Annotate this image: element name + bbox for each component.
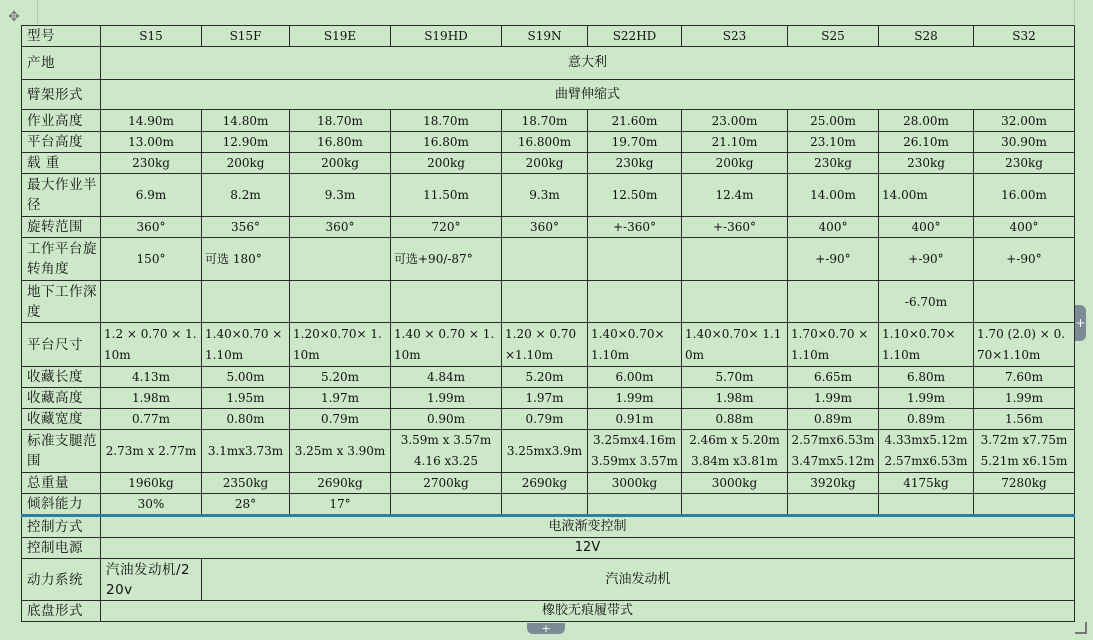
spec-table: [21, 25, 1075, 622]
cell-value: 3.72m x7.75m 5.21m x6.15m: [974, 430, 1075, 473]
cell-value: 21.10m: [682, 132, 788, 153]
cell-value: [588, 238, 682, 281]
cell-value: 360°: [290, 217, 391, 238]
row-label: 底盘形式: [22, 601, 101, 622]
cell-value: [588, 494, 682, 516]
table-row-platform-size: [22, 323, 1075, 367]
table-row-max-radius: [22, 174, 1075, 217]
cell-value: 230kg: [788, 153, 879, 174]
cell-value: 400°: [974, 217, 1075, 238]
cell-value: [788, 494, 879, 516]
cell-value: 1.70 (2.0) × 0.70×1.10m: [974, 323, 1075, 367]
cell-value: [101, 281, 202, 323]
cell-value: 2350kg: [202, 473, 290, 494]
cell-value: 9.3m: [290, 174, 391, 217]
table-row-stow-width: [22, 409, 1075, 430]
move-arrows-icon[interactable]: ✥: [8, 9, 20, 25]
cell-value: 可选+90/-87°: [391, 238, 502, 281]
cell-value: 200kg: [202, 153, 290, 174]
spanned-value: 电液渐变控制: [101, 516, 1075, 538]
row-label: 倾斜能力: [22, 494, 101, 516]
cell-value: 2690kg: [290, 473, 391, 494]
cell-value: 6.80m: [879, 367, 974, 388]
table-row-load: [22, 153, 1075, 174]
model-header: S28: [879, 26, 974, 47]
spanned-value: 曲臂伸缩式: [101, 80, 1075, 110]
cell-value: 4.84m: [391, 367, 502, 388]
model-header: S15: [101, 26, 202, 47]
cell-value: 17°: [290, 494, 391, 516]
cell-value: 16.80m: [391, 132, 502, 153]
cell-value: 0.80m: [202, 409, 290, 430]
cell-value: 16.80m: [290, 132, 391, 153]
row-label: 总重量: [22, 473, 101, 494]
cell-value: 1.97m: [290, 388, 391, 409]
cell-value: 可选 180°: [202, 238, 290, 281]
row-label: 工作平台旋转角度: [22, 238, 101, 281]
cell-value: 150°: [101, 238, 202, 281]
cell-value: 25.00m: [788, 110, 879, 132]
cell-value: 26.10m: [879, 132, 974, 153]
cell-value: +-360°: [682, 217, 788, 238]
row-label: 收藏高度: [22, 388, 101, 409]
cell-value: 7.60m: [974, 367, 1075, 388]
cell-value: 30%: [101, 494, 202, 516]
cell-value: 2.73m x 2.77m: [101, 430, 202, 473]
cell-value: 12.50m: [588, 174, 682, 217]
cell-value: 360°: [101, 217, 202, 238]
table-row-control: [22, 516, 1075, 538]
cell-value: 32.00m: [974, 110, 1075, 132]
row-label: 旋转范围: [22, 217, 101, 238]
cell-value: 1.40×0.70× 1.10m: [588, 323, 682, 367]
table-row-stow-length: [22, 367, 1075, 388]
row-label: 产地: [22, 47, 101, 80]
cell-value: 16.00m: [974, 174, 1075, 217]
cell-value: 2690kg: [502, 473, 588, 494]
cell-value: 1.56m: [974, 409, 1075, 430]
cell-value: 230kg: [101, 153, 202, 174]
cell-value: 9.3m: [502, 174, 588, 217]
row-label: 地下工作深度: [22, 281, 101, 323]
cell-value: 3.1mx3.73m: [202, 430, 290, 473]
cell-value: 1.2 × 0.70 × 1.10m: [101, 323, 202, 367]
cell-value: 6.9m: [101, 174, 202, 217]
cell-value: [502, 238, 588, 281]
cell-value: 1.97m: [502, 388, 588, 409]
table-row-underground: [22, 281, 1075, 323]
cell-value: 400°: [788, 217, 879, 238]
cell-value: 0.89m: [879, 409, 974, 430]
row-label: 载 重: [22, 153, 101, 174]
cell-value: 0.88m: [682, 409, 788, 430]
cell-value: 汽油发动机/220v: [101, 559, 202, 601]
row-label: 型号: [22, 26, 101, 47]
cell-value: 1.99m: [788, 388, 879, 409]
spanned-value: 12V: [101, 538, 1075, 559]
cell-value: +-90°: [788, 238, 879, 281]
cell-value: 1.10×0.70× 1.10m: [879, 323, 974, 367]
cell-value: 5.20m: [290, 367, 391, 388]
table-row-tilt: [22, 494, 1075, 516]
margin-corner-mark: [37, 0, 38, 24]
table-row-origin: [22, 47, 1075, 80]
cell-value: 28.00m: [879, 110, 974, 132]
model-header: S32: [974, 26, 1075, 47]
cell-value: 1.98m: [101, 388, 202, 409]
model-header: S19HD: [391, 26, 502, 47]
cell-value: 1.95m: [202, 388, 290, 409]
model-header: S23: [682, 26, 788, 47]
margin-corner-mark: [1074, 0, 1075, 24]
cell-value: [502, 494, 588, 516]
cell-value: [974, 494, 1075, 516]
cell-value: 14.00m: [788, 174, 879, 217]
cell-value: [788, 281, 879, 323]
table-row-platform-rotation: [22, 238, 1075, 281]
cell-value: 720°: [391, 217, 502, 238]
cell-value: 1.40×0.70 ×1.10m: [202, 323, 290, 367]
row-label: 作业高度: [22, 110, 101, 132]
cell-value: [879, 494, 974, 516]
cell-value: 21.60m: [588, 110, 682, 132]
cell-value: 0.77m: [101, 409, 202, 430]
cell-value: 23.10m: [788, 132, 879, 153]
row-label: 平台尺寸: [22, 323, 101, 367]
cell-value: 1.98m: [682, 388, 788, 409]
cell-value: +-90°: [879, 238, 974, 281]
cell-value: -6.70m: [879, 281, 974, 323]
add-column-plus-icon[interactable]: +: [1075, 305, 1086, 341]
cell-value: 0.89m: [788, 409, 879, 430]
cell-value: 16.800m: [502, 132, 588, 153]
cell-value: 356°: [202, 217, 290, 238]
cell-value: 0.79m: [502, 409, 588, 430]
cell-value: 14.80m: [202, 110, 290, 132]
cell-value: 0.91m: [588, 409, 682, 430]
cell-value: 3920kg: [788, 473, 879, 494]
table-row-rotation: [22, 217, 1075, 238]
cell-value: [391, 281, 502, 323]
cell-value: 3000kg: [588, 473, 682, 494]
cell-value: [202, 281, 290, 323]
cell-value: 2700kg: [391, 473, 502, 494]
row-label: 收藏长度: [22, 367, 101, 388]
cell-value: 13.00m: [101, 132, 202, 153]
cell-value: 6.00m: [588, 367, 682, 388]
cell-value: 4175kg: [879, 473, 974, 494]
row-label: 最大作业半径: [22, 174, 101, 217]
cell-value: 0.79m: [290, 409, 391, 430]
cell-value: [391, 494, 502, 516]
cell-value: 30.90m: [974, 132, 1075, 153]
cell-value: [682, 494, 788, 516]
cell-value: 1.70×0.70 ×1.10m: [788, 323, 879, 367]
cell-value: 3.25mx4.16m 3.59mx 3.57m: [588, 430, 682, 473]
row-label: 臂架形式: [22, 80, 101, 110]
cell-value: +-90°: [974, 238, 1075, 281]
cell-value: 12.90m: [202, 132, 290, 153]
cell-value: 1960kg: [101, 473, 202, 494]
model-header: S19E: [290, 26, 391, 47]
cell-value: 1.20×0.70× 1.10m: [290, 323, 391, 367]
cell-value: 230kg: [588, 153, 682, 174]
table-row-power-supply: [22, 538, 1075, 559]
table-row-outrigger: [22, 430, 1075, 473]
cell-value: [588, 281, 682, 323]
cell-value: 1.20 × 0.70 ×1.10m: [502, 323, 588, 367]
model-header: S22HD: [588, 26, 682, 47]
table-row-power-system: [22, 559, 1075, 601]
spanned-value: 意大利: [101, 47, 1075, 80]
cell-value: 230kg: [879, 153, 974, 174]
table-row-platform-height: [22, 132, 1075, 153]
cell-value: 1.99m: [879, 388, 974, 409]
cell-value: 1.99m: [391, 388, 502, 409]
cell-value: 19.70m: [588, 132, 682, 153]
cell-value: 200kg: [290, 153, 391, 174]
cell-value: 4.33mx5.12m 2.57mx6.53m: [879, 430, 974, 473]
cell-value: 3.59m x 3.57m 4.16 x3.25: [391, 430, 502, 473]
table-row-stow-height: [22, 388, 1075, 409]
row-label: 动力系统: [22, 559, 101, 601]
cell-value: [682, 238, 788, 281]
cell-value: 360°: [502, 217, 588, 238]
cell-value: 23.00m: [682, 110, 788, 132]
table-row-weight: [22, 473, 1075, 494]
spanned-value: 汽油发动机: [202, 559, 1075, 601]
cell-value: 1.40×0.70× 1.10m: [682, 323, 788, 367]
cell-value: 1.99m: [588, 388, 682, 409]
cell-value: 18.70m: [502, 110, 588, 132]
cell-value: 7280kg: [974, 473, 1075, 494]
cell-value: 200kg: [391, 153, 502, 174]
table-row-work-height: [22, 110, 1075, 132]
cell-value: [502, 281, 588, 323]
cell-value: 2.46m x 5.20m 3.84m x3.81m: [682, 430, 788, 473]
cell-value: 11.50m: [391, 174, 502, 217]
cell-value: 400°: [879, 217, 974, 238]
cell-value: 1.40 × 0.70 × 1.10m: [391, 323, 502, 367]
model-header: S19N: [502, 26, 588, 47]
cell-value: 5.00m: [202, 367, 290, 388]
cell-value: 14.90m: [101, 110, 202, 132]
cell-value: 6.65m: [788, 367, 879, 388]
cell-value: 12.4m: [682, 174, 788, 217]
cell-value: [682, 281, 788, 323]
cell-value: 230kg: [974, 153, 1075, 174]
cell-value: 0.90m: [391, 409, 502, 430]
model-header: S15F: [202, 26, 290, 47]
add-row-plus-icon[interactable]: +: [527, 623, 565, 634]
row-label: 平台高度: [22, 132, 101, 153]
cell-value: 1.99m: [974, 388, 1075, 409]
table-row-model: [22, 26, 1075, 47]
cell-value: 3000kg: [682, 473, 788, 494]
cell-value: [290, 238, 391, 281]
cell-value: [974, 281, 1075, 323]
spanned-value: 橡胶无痕履带式: [101, 601, 1075, 622]
table-row-boom: [22, 80, 1075, 110]
cell-value: 14.00m: [879, 174, 974, 217]
resize-grip-icon[interactable]: [1075, 622, 1087, 634]
cell-value: 3.25mx3.9m: [502, 430, 588, 473]
cell-value: 18.70m: [391, 110, 502, 132]
cell-value: 5.20m: [502, 367, 588, 388]
row-label: 收藏宽度: [22, 409, 101, 430]
cell-value: 3.25m x 3.90m: [290, 430, 391, 473]
cell-value: 200kg: [682, 153, 788, 174]
cell-value: 200kg: [502, 153, 588, 174]
cell-value: 8.2m: [202, 174, 290, 217]
row-label: 标准支腿范围: [22, 430, 101, 473]
model-header: S25: [788, 26, 879, 47]
row-label: 控制方式: [22, 516, 101, 538]
table-row-chassis: [22, 601, 1075, 622]
cell-value: +-360°: [588, 217, 682, 238]
cell-value: [290, 281, 391, 323]
cell-value: 2.57mx6.53m 3.47mx5.12m: [788, 430, 879, 473]
cell-value: 18.70m: [290, 110, 391, 132]
row-label: 控制电源: [22, 538, 101, 559]
cell-value: 4.13m: [101, 367, 202, 388]
cell-value: 28°: [202, 494, 290, 516]
cell-value: 5.70m: [682, 367, 788, 388]
